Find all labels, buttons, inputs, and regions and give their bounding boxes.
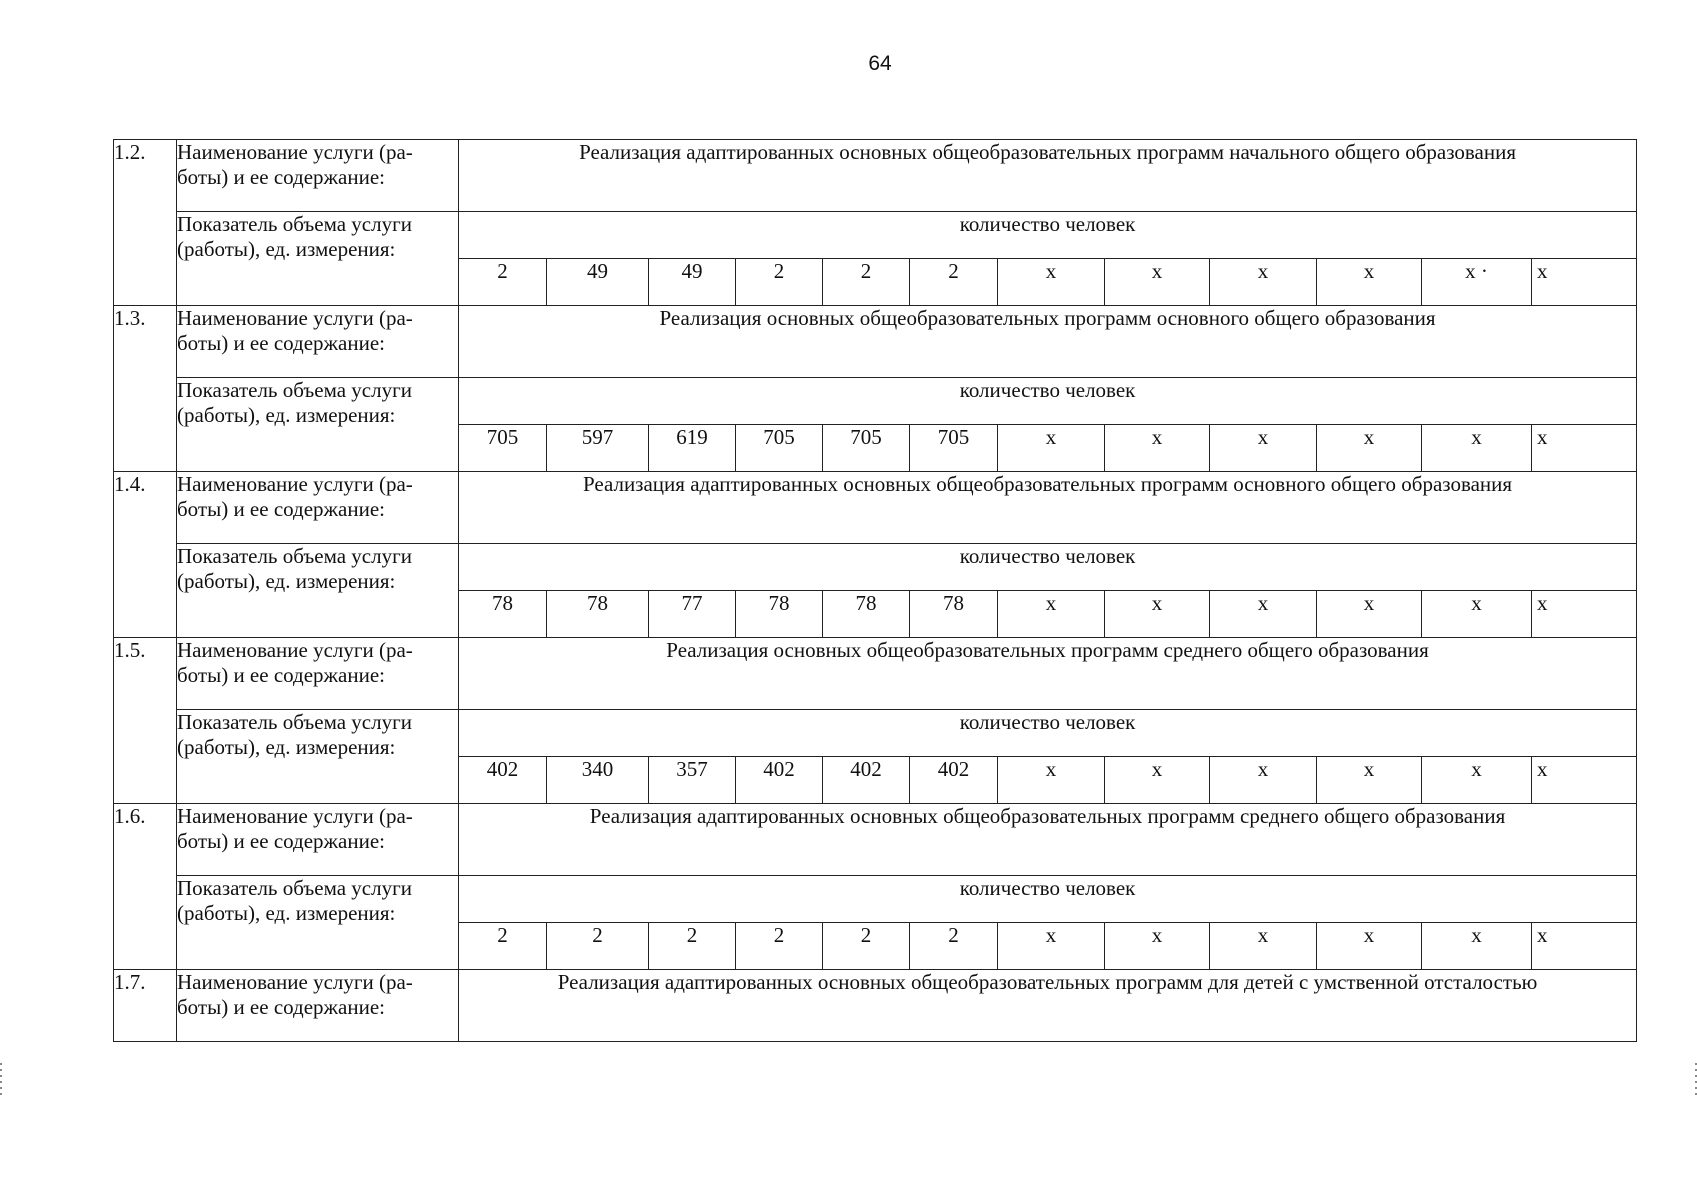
indicator-value-cell: x — [1422, 923, 1532, 970]
indicator-value-cell: 2 — [459, 259, 547, 306]
page-number: 64 — [868, 52, 892, 75]
indicator-value-cell: 78 — [910, 591, 998, 638]
indicator-value-cell: 2 — [823, 259, 910, 306]
indicator-unit-row — [114, 710, 1637, 757]
service-name-row — [114, 472, 1637, 544]
indicator-value-cell: x · — [1422, 259, 1532, 306]
indicator-value-cell: 402 — [736, 757, 823, 804]
service-name-value: Реализация основных общеобразовательных программ основного общего образования — [459, 306, 1637, 378]
indicator-unit-row — [114, 378, 1637, 425]
item-number: 1.3. — [114, 306, 177, 472]
indicator-value-cell: 2 — [649, 923, 736, 970]
indicator-value-cell: x — [998, 923, 1105, 970]
item-number: 1.2. — [114, 140, 177, 306]
indicator-value-cell: x — [998, 259, 1105, 306]
indicator-value-cell: 402 — [459, 757, 547, 804]
indicator-value-cell: 2 — [736, 259, 823, 306]
indicator-value-cell: x — [1317, 757, 1422, 804]
service-name-row — [114, 804, 1637, 876]
service-name-value: Реализация основных общеобразовательных программ среднего общего образования — [459, 638, 1637, 710]
item-number: 1.6. — [114, 804, 177, 970]
service-name-value: Реализация адаптированных основных общеобразовательных программ для детей с умственной отсталостью — [459, 970, 1637, 1042]
indicator-value-cell: x — [1210, 923, 1317, 970]
indicator-label: Показатель объема услуги (работы), ед. измерения: — [177, 876, 459, 970]
indicator-value-cell: 340 — [547, 757, 649, 804]
item-number: 1.7. — [114, 970, 177, 1042]
services-table — [113, 139, 1637, 1042]
indicator-value-cell: x — [998, 591, 1105, 638]
indicator-label: Показатель объема услуги (работы), ед. измерения: — [177, 544, 459, 638]
scan-margin-marks-left — [0, 1063, 2, 1099]
indicator-unit: количество человек — [459, 544, 1637, 591]
indicator-value-cell: 2 — [910, 923, 998, 970]
indicator-value-cell: x — [1422, 757, 1532, 804]
indicator-value-cell: x — [1105, 923, 1210, 970]
indicator-value-cell: 619 — [649, 425, 736, 472]
indicator-value-cell: x — [1422, 591, 1532, 638]
indicator-value-cell: 705 — [910, 425, 998, 472]
indicator-value-cell: 402 — [910, 757, 998, 804]
indicator-unit: количество человек — [459, 212, 1637, 259]
indicator-value-cell: 2 — [547, 923, 649, 970]
indicator-unit: количество человек — [459, 710, 1637, 757]
service-name-label: Наименование услуги (ра-боты) и ее содержание: — [177, 638, 459, 710]
service-name-value: Реализация адаптированных основных общеобразовательных программ начального общего образования — [459, 140, 1637, 212]
item-number: 1.4. — [114, 472, 177, 638]
indicator-value-cell: 705 — [823, 425, 910, 472]
indicator-value-cell: x — [1532, 425, 1637, 472]
indicator-value-cell: x — [1105, 757, 1210, 804]
indicator-value-cell: x — [1532, 259, 1637, 306]
indicator-value-cell: 705 — [459, 425, 547, 472]
service-name-row — [114, 306, 1637, 378]
indicator-value-cell: 49 — [547, 259, 649, 306]
indicator-value-cell: x — [1532, 923, 1637, 970]
indicator-label: Показатель объема услуги (работы), ед. измерения: — [177, 710, 459, 804]
indicator-value-cell: 2 — [736, 923, 823, 970]
indicator-value-cell: 2 — [459, 923, 547, 970]
indicator-unit-row — [114, 212, 1637, 259]
service-name-row — [114, 140, 1637, 212]
indicator-unit: количество человек — [459, 876, 1637, 923]
indicator-value-cell: x — [1105, 425, 1210, 472]
indicator-value-cell: x — [1317, 425, 1422, 472]
indicator-value-cell: 49 — [649, 259, 736, 306]
indicator-value-cell: x — [1532, 591, 1637, 638]
indicator-value-cell: 78 — [823, 591, 910, 638]
service-name-label: Наименование услуги (ра-боты) и ее содержание: — [177, 970, 459, 1042]
indicator-value-cell: 78 — [459, 591, 547, 638]
indicator-value-cell: x — [1105, 259, 1210, 306]
indicator-value-cell: x — [1532, 757, 1637, 804]
indicator-value-cell: 402 — [823, 757, 910, 804]
indicator-value-cell: x — [1105, 591, 1210, 638]
indicator-value-cell: 357 — [649, 757, 736, 804]
service-name-value: Реализация адаптированных основных общеобразовательных программ основного общего образования — [459, 472, 1637, 544]
indicator-value-cell: x — [998, 425, 1105, 472]
service-name-value: Реализация адаптированных основных общеобразовательных программ среднего общего образования — [459, 804, 1637, 876]
indicator-value-cell: x — [1317, 923, 1422, 970]
indicator-value-cell: 597 — [547, 425, 649, 472]
item-number: 1.5. — [114, 638, 177, 804]
indicator-value-cell: x — [1317, 259, 1422, 306]
indicator-value-cell: 78 — [547, 591, 649, 638]
indicator-value-cell: x — [1317, 591, 1422, 638]
service-name-row — [114, 638, 1637, 710]
service-name-label: Наименование услуги (ра-боты) и ее содержание: — [177, 306, 459, 378]
indicator-value-cell: 2 — [910, 259, 998, 306]
indicator-label: Показатель объема услуги (работы), ед. измерения: — [177, 212, 459, 306]
indicator-value-cell: x — [998, 757, 1105, 804]
table-body — [114, 140, 1637, 1042]
indicator-unit-row — [114, 544, 1637, 591]
service-name-label: Наименование услуги (ра-боты) и ее содержание: — [177, 140, 459, 212]
indicator-value-cell: x — [1210, 591, 1317, 638]
indicator-value-cell: 705 — [736, 425, 823, 472]
indicator-label: Показатель объема услуги (работы), ед. измерения: — [177, 378, 459, 472]
indicator-value-cell: x — [1210, 425, 1317, 472]
indicator-value-cell: 78 — [736, 591, 823, 638]
indicator-value-cell: 2 — [823, 923, 910, 970]
indicator-value-cell: x — [1422, 425, 1532, 472]
service-name-label: Наименование услуги (ра-боты) и ее содержание: — [177, 472, 459, 544]
service-name-label: Наименование услуги (ра-боты) и ее содержание: — [177, 804, 459, 876]
indicator-value-cell: 77 — [649, 591, 736, 638]
indicator-value-cell: x — [1210, 757, 1317, 804]
indicator-unit-row — [114, 876, 1637, 923]
indicator-unit: количество человек — [459, 378, 1637, 425]
indicator-value-cell: x — [1210, 259, 1317, 306]
service-name-row — [114, 970, 1637, 1042]
